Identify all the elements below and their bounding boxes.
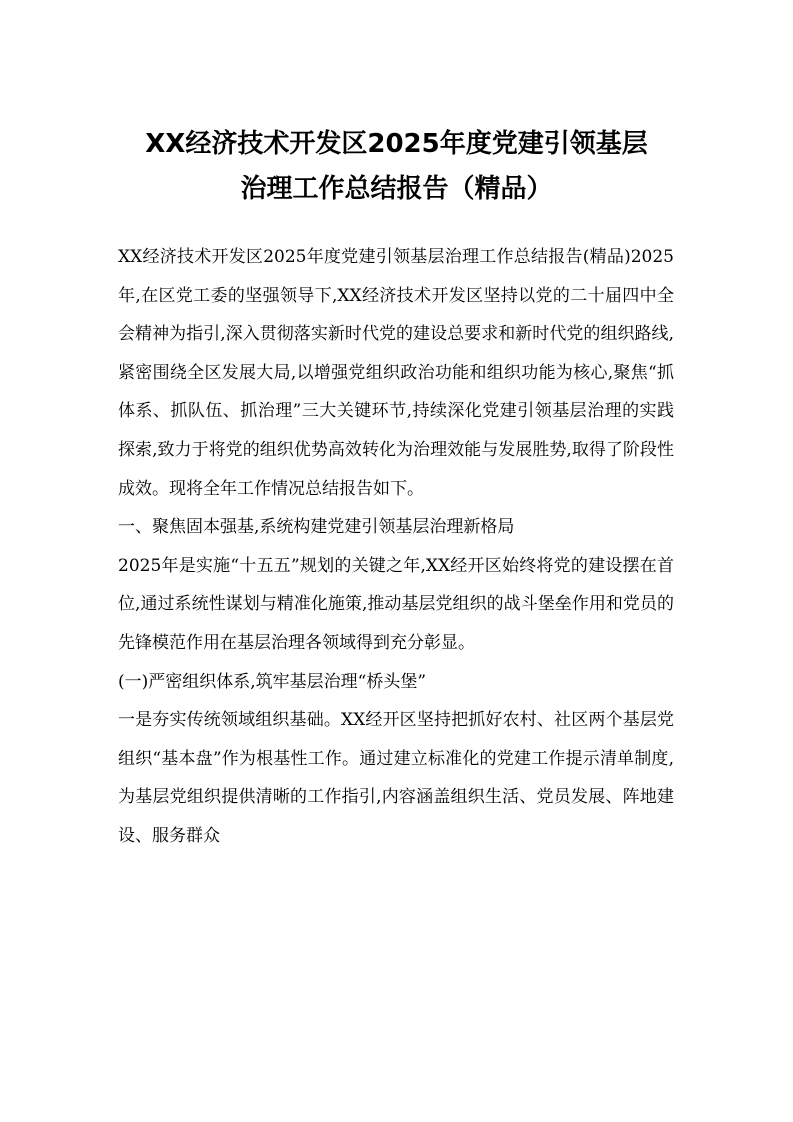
section-1-paragraph: 2025年是实施“十五五”规划的关键之年,XX经开区始终将党的建设摆在首位,通过系统性谋划与精准化施策,推动基层党组织的战斗堡垒作用和党员的先锋模范作用在基层治理各领域得到充分彰显。 (118, 555, 674, 653)
subsection-heading-1: (一)严密组织体系,筑牢基层治理“桥头堡” (118, 671, 427, 692)
document-title-line-2: 治理工作总结报告（精品） (240, 174, 553, 204)
document-title-line-1: XX经济技术开发区2025年度党建引领基层 (145, 129, 648, 159)
document-body (118, 238, 674, 856)
subsection-1-paragraph: 一是夯实传统领域组织基础。XX经开区坚持把抓好农村、社区两个基层党组织“基本盘”作为根基性工作。通过建立标准化的党建工作提示清单制度,为基层党组织提供清晰的工作指引,内容涵盖组织生活、党员发展、阵地建设、服务群众 (118, 710, 674, 846)
section-heading-1: 一、聚焦固本强基,系统构建党建引领基层治理新格局 (118, 517, 515, 538)
intro-paragraph: XX经济技术开发区2025年度党建引领基层治理工作总结报告(精品)2025年,在区党工委的坚强领导下,XX经济技术开发区坚持以党的二十届四中全会精神为指引,深入贯彻落实新时代党的建设总要求和新时代党的组织路线,紧密围绕全区发展大局,以增强党组织政治功能和组织功能为核心,聚焦“抓体系、抓队伍、抓治理”三大关键环节,持续深化党建引领基层治理的实践探索,致力于将党的组织优势高效转化为治理效能与发展胜势,取得了阶段性成效。现将全年工作情况总结报告如下。 (118, 247, 674, 499)
